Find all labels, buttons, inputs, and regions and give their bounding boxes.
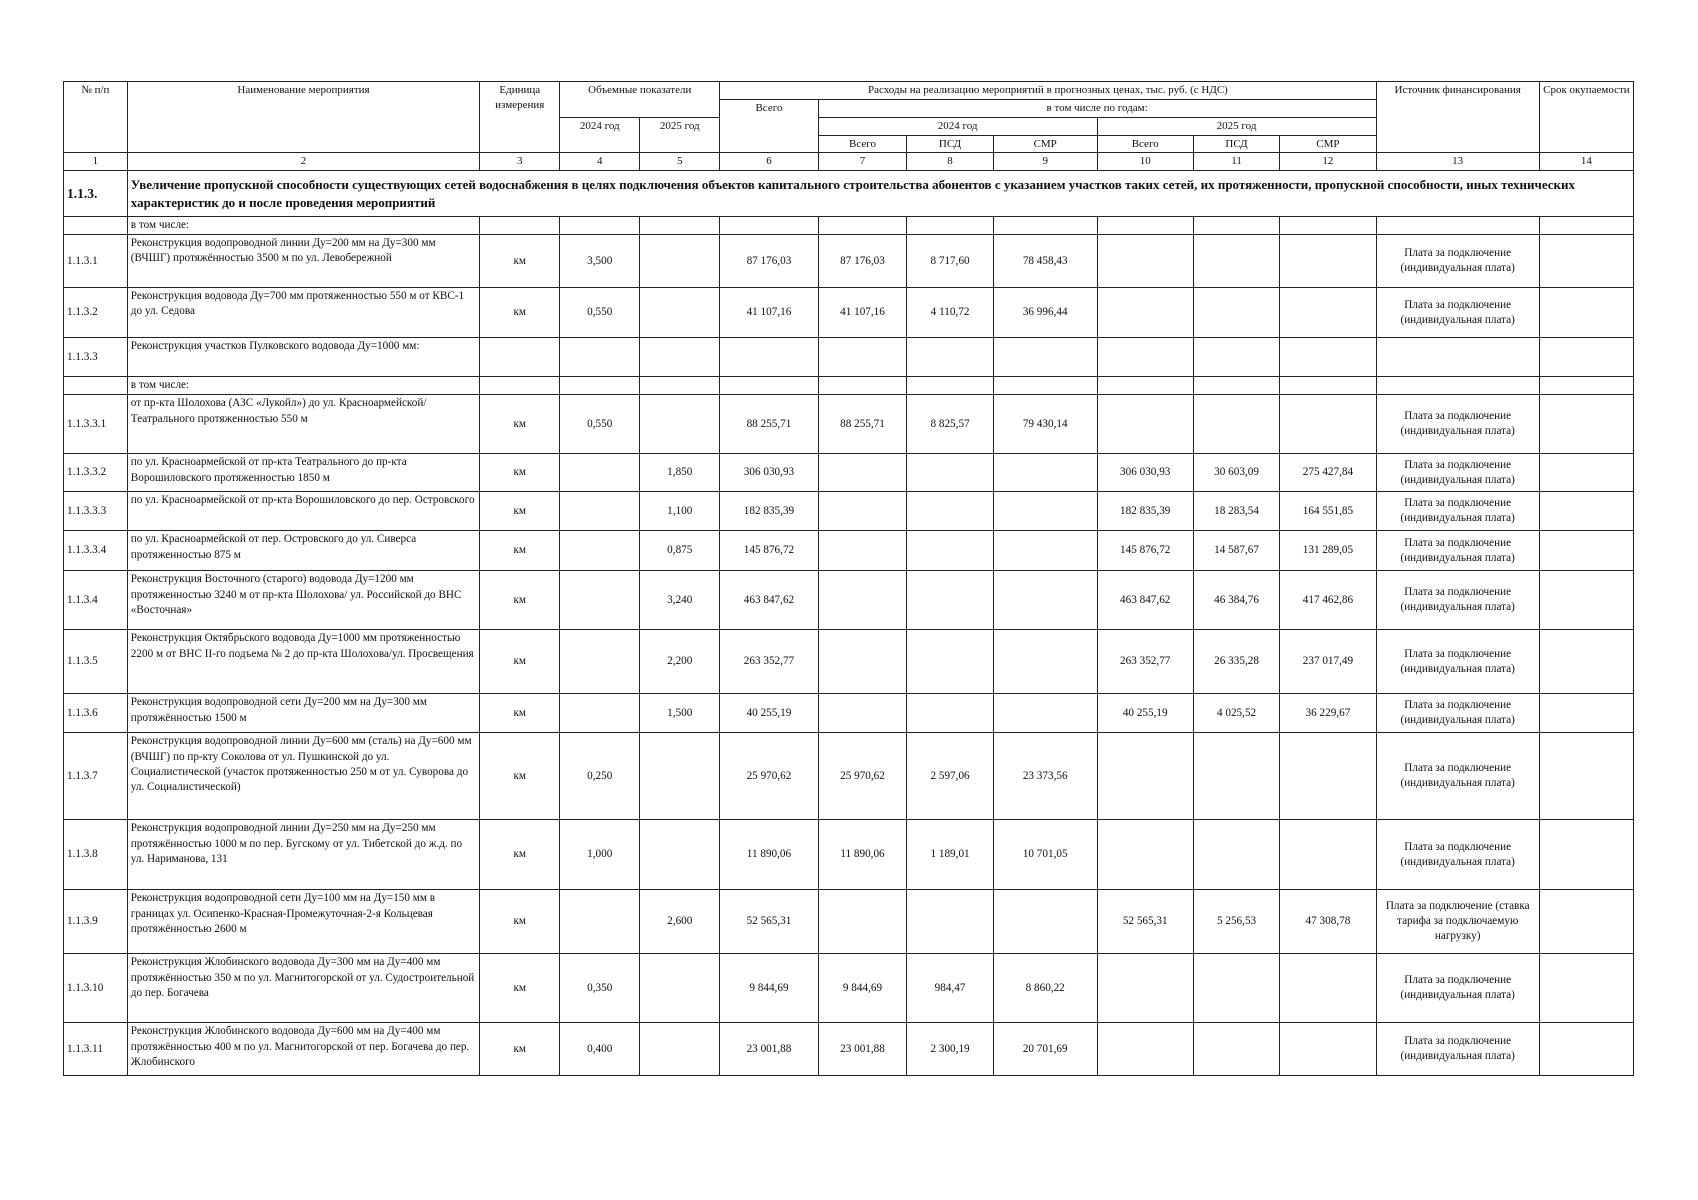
measure-name: Реконструкция участков Пулковского водовода Ду=1000 мм: [127, 338, 479, 377]
cost-2024-smr: 78 458,43 [993, 235, 1097, 288]
table-row [64, 338, 1634, 377]
header-2024-total: Всего [818, 135, 907, 153]
measure-name: Реконструкция водовода Ду=700 мм протяженностью 550 м от КВС-1 до ул. Седова [127, 288, 479, 338]
row-number: 1.1.3.9 [64, 890, 128, 954]
unit: км [480, 954, 560, 1023]
cost-2024-psd [907, 454, 993, 492]
cost-2024-psd: 8 717,60 [907, 235, 993, 288]
cost-2024-total [818, 217, 907, 235]
cost-total: 87 176,03 [720, 235, 818, 288]
table-row [64, 954, 1634, 1023]
cost-2024-psd: 984,47 [907, 954, 993, 1023]
section-code: 1.1.3. [64, 171, 128, 217]
unit: км [480, 694, 560, 733]
payback-period [1539, 820, 1633, 890]
financing-source [1376, 377, 1539, 395]
cost-2024-total [818, 630, 907, 694]
cost-total: 306 030,93 [720, 454, 818, 492]
cost-2024-total [818, 338, 907, 377]
cost-2024-total: 87 176,03 [818, 235, 907, 288]
volume-2025 [640, 217, 720, 235]
cost-total: 23 001,88 [720, 1023, 818, 1076]
header-2025-total: Всего [1097, 135, 1193, 153]
volume-2025: 3,240 [640, 571, 720, 630]
cost-2025-psd: 30 603,09 [1193, 454, 1279, 492]
cost-2025-total: 182 835,39 [1097, 492, 1193, 531]
volume-2024: 0,400 [560, 1023, 640, 1076]
header-cost-2025: 2025 год [1097, 117, 1376, 135]
unit: км [480, 454, 560, 492]
payback-period [1539, 531, 1633, 571]
volume-2025: 1,500 [640, 694, 720, 733]
header-total: Всего [720, 99, 818, 153]
financing-source: Плата за подключение (индивидуальная плата) [1376, 733, 1539, 820]
table-row [64, 630, 1634, 694]
header-2025-smr: СМР [1280, 135, 1376, 153]
cost-2025-smr [1280, 954, 1376, 1023]
cost-2025-total [1097, 733, 1193, 820]
table-row [64, 288, 1634, 338]
payback-period [1539, 377, 1633, 395]
measure-name: по ул. Красноармейской от пр-кта Ворошиловского до пер. Островского [127, 492, 479, 531]
cost-2024-smr [993, 492, 1097, 531]
col-number: 9 [993, 153, 1097, 171]
col-number: 8 [907, 153, 993, 171]
col-number: 5 [640, 153, 720, 171]
header-vol-2024: 2024 год [560, 117, 640, 153]
cost-2025-psd [1193, 338, 1279, 377]
volume-2025 [640, 954, 720, 1023]
section-title: Увеличение пропускной способности существующих сетей водоснабжения в целях подключения объектов капитального строительства абонентов с указанием участков таких сетей, их протяженности, пропускной способности, иных технических характеристик до и после проведения мероприятий [127, 171, 1633, 217]
table-row [64, 820, 1634, 890]
cost-2025-psd [1193, 954, 1279, 1023]
volume-2025: 2,600 [640, 890, 720, 954]
cost-total: 25 970,62 [720, 733, 818, 820]
header-2025-psd: ПСД [1193, 135, 1279, 153]
row-number: 1.1.3.6 [64, 694, 128, 733]
header-source: Источник финансирования [1376, 82, 1539, 153]
cost-2024-smr [993, 630, 1097, 694]
data-rows [64, 217, 1634, 1076]
cost-2025-smr: 131 289,05 [1280, 531, 1376, 571]
payback-period [1539, 454, 1633, 492]
row-number: 1.1.3.10 [64, 954, 128, 1023]
cost-2024-total: 23 001,88 [818, 1023, 907, 1076]
cost-2025-total [1097, 954, 1193, 1023]
payback-period [1539, 217, 1633, 235]
unit: км [480, 890, 560, 954]
volume-2024: 0,250 [560, 733, 640, 820]
row-number: 1.1.3.1 [64, 235, 128, 288]
cost-2024-total [818, 531, 907, 571]
cost-2025-psd: 18 283,54 [1193, 492, 1279, 531]
header-2024-smr: СМР [993, 135, 1097, 153]
row-number: 1.1.3.2 [64, 288, 128, 338]
cost-2025-psd [1193, 377, 1279, 395]
cost-2025-total: 40 255,19 [1097, 694, 1193, 733]
financing-source: Плата за подключение (индивидуальная плата) [1376, 1023, 1539, 1076]
table-row [64, 694, 1634, 733]
volume-2025: 2,200 [640, 630, 720, 694]
header-costs: Расходы на реализацию мероприятий в прогнозных ценах, тыс. руб. (с НДС) [720, 82, 1376, 100]
row-number [64, 217, 128, 235]
table-row [64, 571, 1634, 630]
unit: км [480, 492, 560, 531]
row-number: 1.1.3.3.4 [64, 531, 128, 571]
volume-2024: 1,000 [560, 820, 640, 890]
payback-period [1539, 954, 1633, 1023]
header-by-years: в том числе по годам: [818, 99, 1376, 117]
cost-2025-smr: 275 427,84 [1280, 454, 1376, 492]
payback-period [1539, 694, 1633, 733]
row-number: 1.1.3.3.1 [64, 395, 128, 454]
cost-2025-smr: 36 229,67 [1280, 694, 1376, 733]
cost-total: 263 352,77 [720, 630, 818, 694]
cost-2024-psd: 2 300,19 [907, 1023, 993, 1076]
volume-2024: 3,500 [560, 235, 640, 288]
unit: км [480, 733, 560, 820]
financing-source: Плата за подключение (индивидуальная плата) [1376, 954, 1539, 1023]
financing-source: Плата за подключение (индивидуальная плата) [1376, 820, 1539, 890]
cost-2025-total [1097, 395, 1193, 454]
cost-2024-total: 25 970,62 [818, 733, 907, 820]
cost-2025-psd: 14 587,67 [1193, 531, 1279, 571]
cost-2025-total [1097, 288, 1193, 338]
cost-2025-psd [1193, 288, 1279, 338]
cost-2025-psd: 5 256,53 [1193, 890, 1279, 954]
unit: км [480, 571, 560, 630]
unit: км [480, 820, 560, 890]
col-number: 2 [127, 153, 479, 171]
measure-name: Реконструкция водопроводной линии Ду=200 мм на Ду=300 мм (ВЧШГ) протяжённостью 3500 м по ул. Левобережной [127, 235, 479, 288]
measure-name: Реконструкция водопроводной линии Ду=250 мм на Ду=250 мм протяжённостью 1000 м по пер. Бугскому от ул. Тибетской до ж.д. по ул. Нариманова, 131 [127, 820, 479, 890]
row-number: 1.1.3.3 [64, 338, 128, 377]
financing-source: Плата за подключение (индивидуальная плата) [1376, 395, 1539, 454]
volume-2025 [640, 395, 720, 454]
cost-2025-smr [1280, 733, 1376, 820]
cost-2025-total [1097, 1023, 1193, 1076]
cost-2024-psd [907, 531, 993, 571]
header-volume: Объемные показатели [560, 82, 720, 118]
cost-2024-smr: 20 701,69 [993, 1023, 1097, 1076]
cost-2025-smr: 417 462,86 [1280, 571, 1376, 630]
volume-2024 [560, 531, 640, 571]
cost-2025-total [1097, 338, 1193, 377]
cost-2025-total [1097, 235, 1193, 288]
volume-2025: 1,850 [640, 454, 720, 492]
cost-2025-smr [1280, 235, 1376, 288]
volume-2024 [560, 492, 640, 531]
cost-2025-smr [1280, 288, 1376, 338]
cost-total [720, 377, 818, 395]
payback-period [1539, 338, 1633, 377]
header-cost-2024: 2024 год [818, 117, 1097, 135]
table-row [64, 454, 1634, 492]
header-num: № п/п [64, 82, 128, 153]
volume-2025 [640, 288, 720, 338]
cost-2025-smr [1280, 395, 1376, 454]
unit [480, 217, 560, 235]
measures-table [63, 81, 1634, 1076]
cost-2024-psd: 8 825,57 [907, 395, 993, 454]
volume-2024: 0,550 [560, 395, 640, 454]
cost-2025-psd: 4 025,52 [1193, 694, 1279, 733]
cost-2024-total [818, 492, 907, 531]
unit: км [480, 630, 560, 694]
column-numbers-row [64, 153, 1634, 171]
cost-total: 88 255,71 [720, 395, 818, 454]
measure-name: по ул. Красноармейской от пр-кта Театрального до пр-кта Ворошиловского протяженностью 1850 м [127, 454, 479, 492]
table-row [64, 377, 1634, 395]
volume-2025 [640, 820, 720, 890]
cost-2025-total: 306 030,93 [1097, 454, 1193, 492]
measure-name: Реконструкция Восточного (старого) водовода Ду=1200 мм протяженностью 3240 м от пр-кта Шолохова/ ул. Российской до ВНС «Восточная» [127, 571, 479, 630]
measure-name: в том числе: [127, 217, 479, 235]
cost-2024-smr [993, 377, 1097, 395]
cost-2024-psd [907, 492, 993, 531]
financing-source: Плата за подключение (индивидуальная плата) [1376, 571, 1539, 630]
measure-name: в том числе: [127, 377, 479, 395]
financing-source: Плата за подключение (индивидуальная плата) [1376, 492, 1539, 531]
cost-2024-psd [907, 890, 993, 954]
volume-2024 [560, 338, 640, 377]
cost-total: 41 107,16 [720, 288, 818, 338]
volume-2024 [560, 377, 640, 395]
cost-total [720, 217, 818, 235]
row-number: 1.1.3.4 [64, 571, 128, 630]
cost-2024-smr: 8 860,22 [993, 954, 1097, 1023]
cost-2025-smr: 47 308,78 [1280, 890, 1376, 954]
cost-2025-psd [1193, 733, 1279, 820]
cost-2025-psd: 46 384,76 [1193, 571, 1279, 630]
financing-source [1376, 338, 1539, 377]
payback-period [1539, 235, 1633, 288]
cost-2024-total [818, 571, 907, 630]
cost-2024-smr: 10 701,05 [993, 820, 1097, 890]
payback-period [1539, 288, 1633, 338]
cost-2025-psd [1193, 1023, 1279, 1076]
cost-total: 52 565,31 [720, 890, 818, 954]
header-row-1 [64, 82, 1634, 100]
cost-2024-psd: 2 597,06 [907, 733, 993, 820]
row-number: 1.1.3.3.3 [64, 492, 128, 531]
cost-2025-smr [1280, 1023, 1376, 1076]
table-row [64, 492, 1634, 531]
volume-2024 [560, 217, 640, 235]
cost-2025-total: 52 565,31 [1097, 890, 1193, 954]
table-row [64, 395, 1634, 454]
volume-2024 [560, 630, 640, 694]
volume-2024 [560, 890, 640, 954]
payback-period [1539, 571, 1633, 630]
cost-2025-smr [1280, 820, 1376, 890]
col-number: 13 [1376, 153, 1539, 171]
unit: км [480, 1023, 560, 1076]
volume-2024 [560, 694, 640, 733]
row-number: 1.1.3.8 [64, 820, 128, 890]
row-number: 1.1.3.3.2 [64, 454, 128, 492]
unit: км [480, 235, 560, 288]
volume-2024 [560, 454, 640, 492]
volume-2025 [640, 338, 720, 377]
cost-2024-psd [907, 571, 993, 630]
col-number: 3 [480, 153, 560, 171]
cost-2024-psd: 4 110,72 [907, 288, 993, 338]
table-row [64, 217, 1634, 235]
measure-name: Реконструкция водопроводной сети Ду=100 мм на Ду=150 мм в границах ул. Осипенко-Красная-Промежуточная-2-я Кольцевая протяжённостью 2600 м [127, 890, 479, 954]
cost-2024-smr [993, 890, 1097, 954]
header-2024-psd: ПСД [907, 135, 993, 153]
cost-2025-psd: 26 335,28 [1193, 630, 1279, 694]
cost-total: 40 255,19 [720, 694, 818, 733]
row-number [64, 377, 128, 395]
volume-2025 [640, 377, 720, 395]
payback-period [1539, 733, 1633, 820]
cost-2024-total: 9 844,69 [818, 954, 907, 1023]
cost-2025-smr [1280, 217, 1376, 235]
cost-2024-psd [907, 338, 993, 377]
volume-2025 [640, 235, 720, 288]
cost-2024-smr: 23 373,56 [993, 733, 1097, 820]
payback-period [1539, 1023, 1633, 1076]
volume-2025 [640, 733, 720, 820]
cost-2025-smr: 164 551,85 [1280, 492, 1376, 531]
cost-2024-psd: 1 189,01 [907, 820, 993, 890]
cost-2025-smr [1280, 377, 1376, 395]
cost-2024-smr [993, 694, 1097, 733]
cost-2024-total: 41 107,16 [818, 288, 907, 338]
cost-2024-total [818, 890, 907, 954]
cost-total: 11 890,06 [720, 820, 818, 890]
financing-source: Плата за подключение (индивидуальная плата) [1376, 288, 1539, 338]
volume-2024 [560, 571, 640, 630]
cost-total [720, 338, 818, 377]
cost-2025-total: 263 352,77 [1097, 630, 1193, 694]
col-number: 12 [1280, 153, 1376, 171]
cost-2025-psd [1193, 235, 1279, 288]
volume-2024: 0,550 [560, 288, 640, 338]
financing-source: Плата за подключение (индивидуальная плата) [1376, 454, 1539, 492]
cost-2024-smr: 36 996,44 [993, 288, 1097, 338]
cost-2025-psd [1193, 820, 1279, 890]
volume-2025: 1,100 [640, 492, 720, 531]
header-payback: Срок окупаемости [1539, 82, 1633, 153]
cost-2024-total [818, 377, 907, 395]
financing-source: Плата за подключение (индивидуальная плата) [1376, 531, 1539, 571]
table-row [64, 890, 1634, 954]
cost-2024-psd [907, 630, 993, 694]
cost-2024-smr: 79 430,14 [993, 395, 1097, 454]
cost-2024-smr [993, 531, 1097, 571]
header-name: Наименование мероприятия [127, 82, 479, 153]
unit [480, 338, 560, 377]
financing-source: Плата за подключение (индивидуальная плата) [1376, 630, 1539, 694]
cost-2024-total [818, 454, 907, 492]
unit [480, 377, 560, 395]
measure-name: Реконструкция водопроводной линии Ду=600 мм (сталь) на Ду=600 мм (ВЧШГ) по пр-кту Соколова от ул. Пушкинской до ул. Социалистической (участок протяженностью 250 м от ул. Суворова до ул. Социалистической) [127, 733, 479, 820]
cost-2024-total [818, 694, 907, 733]
cost-2024-psd [907, 377, 993, 395]
row-number: 1.1.3.5 [64, 630, 128, 694]
cost-2024-total: 88 255,71 [818, 395, 907, 454]
volume-2025: 0,875 [640, 531, 720, 571]
measure-name: от пр-кта Шолохова (АЗС «Лукойл») до ул. Красноармейской/Театрального протяженностью 550 м [127, 395, 479, 454]
row-number: 1.1.3.7 [64, 733, 128, 820]
col-number: 10 [1097, 153, 1193, 171]
volume-2024: 0,350 [560, 954, 640, 1023]
cost-total: 463 847,62 [720, 571, 818, 630]
payback-period [1539, 630, 1633, 694]
payback-period [1539, 890, 1633, 954]
volume-2025 [640, 1023, 720, 1076]
col-number: 6 [720, 153, 818, 171]
row-number: 1.1.3.11 [64, 1023, 128, 1076]
table-row [64, 531, 1634, 571]
financing-source: Плата за подключение (ставка тарифа за подключаемую нагрузку) [1376, 890, 1539, 954]
measure-name: Реконструкция Жлобинского водовода Ду=300 мм на Ду=400 мм протяжённостью 350 м по ул. Магнитогорской от ул. Судостроительной до пер. Богачева [127, 954, 479, 1023]
cost-2024-psd [907, 694, 993, 733]
cost-total: 182 835,39 [720, 492, 818, 531]
measure-name: по ул. Красноармейской от пер. Островского до ул. Сиверса протяженностью 875 м [127, 531, 479, 571]
col-number: 1 [64, 153, 128, 171]
cost-2025-psd [1193, 395, 1279, 454]
cost-2025-psd [1193, 217, 1279, 235]
cost-2024-psd [907, 217, 993, 235]
unit: км [480, 288, 560, 338]
cost-2024-smr [993, 571, 1097, 630]
col-number: 7 [818, 153, 907, 171]
unit: км [480, 531, 560, 571]
financing-source [1376, 217, 1539, 235]
header-unit: Единица измерения [480, 82, 560, 153]
cost-2025-smr: 237 017,49 [1280, 630, 1376, 694]
cost-2024-smr [993, 217, 1097, 235]
cost-2025-total [1097, 217, 1193, 235]
header-vol-2025: 2025 год [640, 117, 720, 153]
col-number: 14 [1539, 153, 1633, 171]
measure-name: Реконструкция Жлобинского водовода Ду=600 мм на Ду=400 мм протяжённостью 400 м по ул. Магнитогорской от пер. Богачева до пер. Жлобинского [127, 1023, 479, 1076]
cost-total: 145 876,72 [720, 531, 818, 571]
table-row [64, 1023, 1634, 1076]
payback-period [1539, 395, 1633, 454]
section-row [64, 171, 1634, 217]
cost-2025-total: 463 847,62 [1097, 571, 1193, 630]
cost-2025-total [1097, 377, 1193, 395]
cost-total: 9 844,69 [720, 954, 818, 1023]
cost-2025-total [1097, 820, 1193, 890]
col-number: 11 [1193, 153, 1279, 171]
document-sheet [63, 81, 1634, 1076]
table-row [64, 235, 1634, 288]
col-number: 4 [560, 153, 640, 171]
cost-2024-smr [993, 338, 1097, 377]
payback-period [1539, 492, 1633, 531]
cost-2025-smr [1280, 338, 1376, 377]
measure-name: Реконструкция Октябрьского водовода Ду=1000 мм протяженностью 2200 м от ВНС II-го подъема № 2 до пр-кта Шолохова/ул. Просвещения [127, 630, 479, 694]
table-row [64, 733, 1634, 820]
measure-name: Реконструкция водопроводной сети Ду=200 мм на Ду=300 мм протяжённостью 1500 м [127, 694, 479, 733]
unit: км [480, 395, 560, 454]
financing-source: Плата за подключение (индивидуальная плата) [1376, 235, 1539, 288]
cost-2024-smr [993, 454, 1097, 492]
financing-source: Плата за подключение (индивидуальная плата) [1376, 694, 1539, 733]
cost-2024-total: 11 890,06 [818, 820, 907, 890]
cost-2025-total: 145 876,72 [1097, 531, 1193, 571]
